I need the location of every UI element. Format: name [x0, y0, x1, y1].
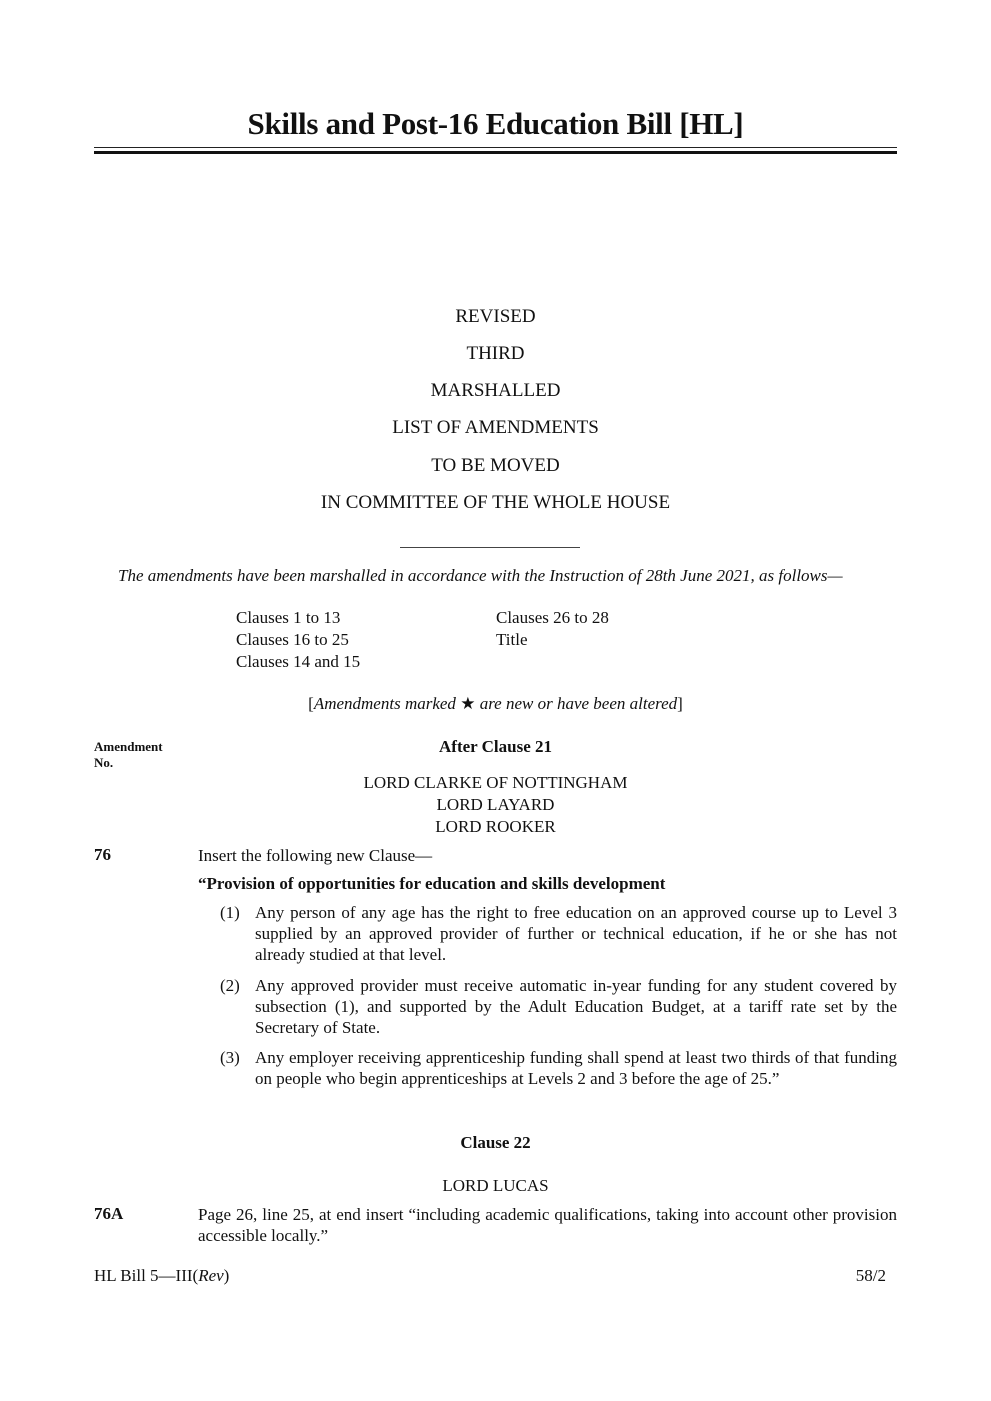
star-icon: ★ [460, 694, 476, 713]
subsection-text: Any employer receiving apprenticeship funding shall spend at least two thirds of that funding on people who begin apprenticeships at Levels 2 and 3 before the age of 25.” [255, 1048, 897, 1088]
clause-order-item: Clauses 1 to 13 [236, 608, 341, 627]
subsection-1 [220, 902, 897, 965]
separator-rule [400, 547, 580, 548]
heading-line-committee: IN COMMITTEE OF THE WHOLE HOUSE [320, 492, 671, 513]
sponsor-name: LORD LAYARD [436, 795, 555, 814]
section-heading-after-clause-21: After Clause 21 [439, 737, 552, 756]
heading-line-list: LIST OF AMENDMENTS [392, 417, 599, 438]
clause-order-item: Title [496, 630, 528, 649]
sponsor-name: LORD CLARKE OF NOTTINGHAM [363, 773, 628, 792]
marshalling-intro: The amendments have been marshalled in accordance with the Instruction of 28th June 2021, as follows— [118, 566, 843, 585]
star-note: [Amendments marked ★ are new or have been altered] [308, 694, 683, 713]
heading-line-moved: TO BE MOVED [431, 455, 560, 476]
heading-line-revised: REVISED [455, 306, 536, 327]
subsection-2 [220, 975, 897, 1038]
clause-order-item: Clauses 14 and 15 [236, 652, 361, 671]
heading-line-marshalled: MARSHALLED [430, 380, 561, 401]
page-reference: 58/2 [855, 1266, 886, 1285]
amendment-number: 76 [94, 845, 111, 864]
title-rule-thick [94, 151, 897, 154]
subsection-text: Any approved provider must receive automatic in-year funding for any student covered by subsection (1), and supported by the Adult Education Budget, at a tariff rate set by the Secretary of State. [255, 976, 897, 1037]
section-heading-clause-22: Clause 22 [460, 1133, 531, 1152]
bill-title: Skills and Post-16 Education Bill [HL] [247, 106, 744, 141]
new-clause-title: “Provision of opportunities for education and skills development [198, 874, 666, 893]
amendment-text: Page 26, line 25, at end insert “including academic qualifications, taking into account other provision accessible locally.” [198, 1205, 897, 1245]
clause-order-column-1 [236, 607, 360, 673]
subsection-3 [220, 1047, 897, 1089]
sponsor-list [94, 1175, 897, 1197]
title-rule-thin [94, 147, 897, 148]
heading-line-third: THIRD [466, 343, 525, 364]
subsection-number: (2) [220, 976, 240, 995]
amendment-instruction: Insert the following new Clause— [198, 846, 433, 865]
clause-order-column-2 [496, 607, 609, 651]
subsection-number: (1) [220, 903, 240, 922]
sponsor-name: LORD LUCAS [442, 1176, 549, 1195]
sponsor-name: LORD ROOKER [435, 817, 556, 836]
subsection-text: Any person of any age has the right to free education on an approved course up to Level 3 supplied by an approved provider of further or technical education, if he or she has not already studied at that level. [255, 903, 897, 964]
amendment-number: 76A [94, 1204, 124, 1223]
sponsor-list [94, 772, 897, 838]
clause-order-item: Clauses 26 to 28 [496, 608, 609, 627]
clause-order-item: Clauses 16 to 25 [236, 630, 349, 649]
amendment-number-column-label: Amendment No. [94, 739, 163, 770]
subsection-number: (3) [220, 1048, 240, 1067]
bill-reference: HL Bill 5—III(Rev) [94, 1266, 230, 1285]
